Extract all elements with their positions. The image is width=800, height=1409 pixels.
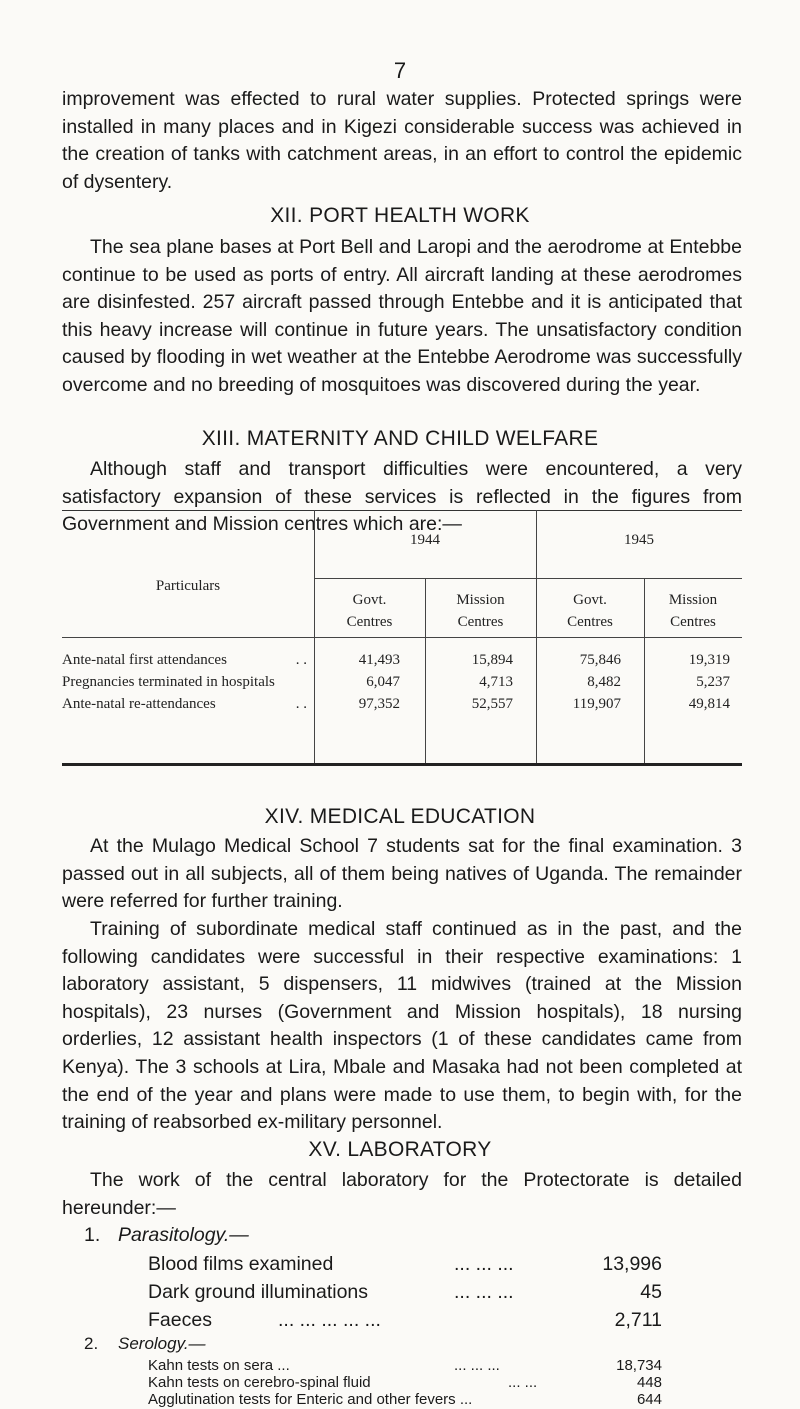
- lab-item-leader: ... ... ...: [454, 1253, 514, 1275]
- lab-item-value: 13,996: [602, 1253, 662, 1275]
- col-header-line: Centres: [346, 614, 393, 630]
- medical-education-paragraph-1: At the Mulago Medical School 7 students sat for the final examination. 3 passed out in all subjects, all of them being natives of Uganda. The remainder were referred for further training.: [62, 835, 742, 913]
- lab-group-number: 2.: [84, 1334, 99, 1353]
- row-label: Ante-natal first attendances: [62, 652, 227, 668]
- lab-item-value: 18,734: [616, 1357, 662, 1374]
- maternity-paragraph: Although staff and transport difficulties were encountered, a very satisfactory expansion of these services is reflected in the figures from Government and Mission centres which are:—: [62, 458, 742, 536]
- table-cell: 119,907: [572, 696, 621, 712]
- lab-item-leader: ... ... ...: [454, 1357, 500, 1374]
- col-header-line: Mission: [668, 592, 718, 608]
- lab-item-label: Agglutination tests for Enteric and other fevers ...: [148, 1391, 473, 1408]
- table-cell: 6,047: [366, 674, 400, 690]
- table-cell: 97,352: [358, 696, 400, 712]
- section-heading-laboratory: XV. LABORATORY: [308, 1138, 492, 1161]
- col-header-line: Centres: [670, 614, 716, 630]
- table-cell: 4,713: [479, 674, 513, 690]
- row-leader: . .: [295, 652, 307, 668]
- col-header-line: Centres: [457, 614, 504, 630]
- table-cell: 15,894: [471, 652, 513, 668]
- lab-item-value: 644: [636, 1391, 662, 1408]
- table-cell: 52,557: [471, 696, 513, 712]
- col-header-govt-1945: [536, 589, 644, 633]
- table-subheader-rule: [314, 578, 742, 579]
- table-cell: 49,814: [688, 696, 730, 712]
- table-bottom-rule: [62, 763, 742, 766]
- lab-group-title: Serology.—: [118, 1334, 206, 1353]
- particulars-header: Particulars: [155, 578, 221, 594]
- laboratory-paragraph: The work of the central laboratory for the Protectorate is detailed hereunder:—: [62, 1169, 742, 1219]
- section-heading-medical-education: XIV. MEDICAL EDUCATION: [264, 805, 536, 828]
- col-header-mission-1944: [425, 589, 536, 633]
- table-top-rule: [62, 510, 742, 511]
- section-heading-maternity: XIII. MATERNITY AND CHILD WELFARE: [201, 427, 599, 450]
- table-cell: 8,482: [587, 674, 621, 690]
- port-health-paragraph: The sea plane bases at Port Bell and Laropi and the aerodrome at Entebbe continue to be used as ports of entry. All aircraft landing at these aerodromes are disinfested. 257 aircraft passed through Entebbe and it is anticipated that this heavy increase will continue in future years. The unsatisfactory condition caused by flooding in wet weather at the Entebbe Aerodrome was successfully overcome and no breeding of mosquitoes was discovered during the year.: [62, 236, 742, 396]
- lab-item-label: Dark ground illuminations: [148, 1281, 369, 1303]
- table-row: [62, 674, 307, 691]
- table-cell: 19,319: [688, 652, 730, 668]
- lab-item-leader: ... ... ... ... ...: [278, 1309, 381, 1331]
- col-header-line: Govt.: [573, 592, 607, 608]
- col-header-line: Govt.: [352, 592, 387, 608]
- lab-item-label: Blood films examined: [148, 1253, 334, 1275]
- section-heading-port-health: XII. PORT HEALTH WORK: [270, 204, 530, 227]
- lab-group-number: 1.: [84, 1224, 101, 1246]
- lab-item-label: Kahn tests on cerebro-spinal fluid: [148, 1374, 371, 1391]
- table-row: [62, 696, 307, 713]
- col-header-line: Centres: [567, 614, 613, 630]
- lab-item-value: 45: [640, 1281, 662, 1303]
- year-1945-header: 1945: [624, 532, 654, 548]
- lab-item-leader: ... ... ...: [454, 1281, 514, 1303]
- year-1944-header: 1944: [410, 532, 440, 548]
- table-cell: 75,846: [579, 652, 621, 668]
- lab-item-label: Faeces: [148, 1309, 212, 1331]
- col-header-govt-1944: [314, 589, 425, 633]
- col-header-line: Mission: [456, 592, 505, 608]
- table-cell: 41,493: [358, 652, 400, 668]
- page-number: 7: [393, 58, 407, 83]
- row-leader: . .: [295, 696, 307, 712]
- maternity-table: [62, 510, 742, 768]
- table-row: [62, 652, 307, 669]
- lab-item-value: 2,711: [614, 1309, 662, 1331]
- intro-paragraph: improvement was effected to rural water supplies. Protected springs were installed in many places and in Kigezi considerable success was achieved in the creation of tanks with catchment areas, in an effort to control the epidemic of dysentery.: [62, 88, 742, 193]
- lab-item-leader: ... ...: [508, 1374, 538, 1391]
- row-label: Pregnancies terminated in hospitals: [62, 674, 275, 690]
- lab-group-title: Parasitology.—: [118, 1224, 249, 1246]
- col-header-mission-1945: [644, 589, 742, 633]
- row-label: Ante-natal re-attendances: [62, 696, 216, 712]
- table-header-rule: [62, 637, 742, 638]
- table-cell: 5,237: [696, 674, 730, 690]
- medical-education-paragraph-2: Training of subordinate medical staff continued as in the past, and the following candidates were successful in their respective examinations: 1 laboratory assistant, 5 dispensers, 11 midwives (trained at the Mission hospitals), 23 nurses (Government and Mission hospitals), 18 nursing orderlies, 12 assistant health inspectors (1 of these candidates came from Kenya). The 3 schools at Lira, Mbale and Masaka had not been completed at the end of the year and plans were made to use them, to begin with, for the training of reabsorbed ex-military personnel.: [62, 918, 742, 1134]
- lab-item-label: Kahn tests on sera ...: [148, 1357, 290, 1374]
- lab-item-value: 448: [636, 1374, 662, 1391]
